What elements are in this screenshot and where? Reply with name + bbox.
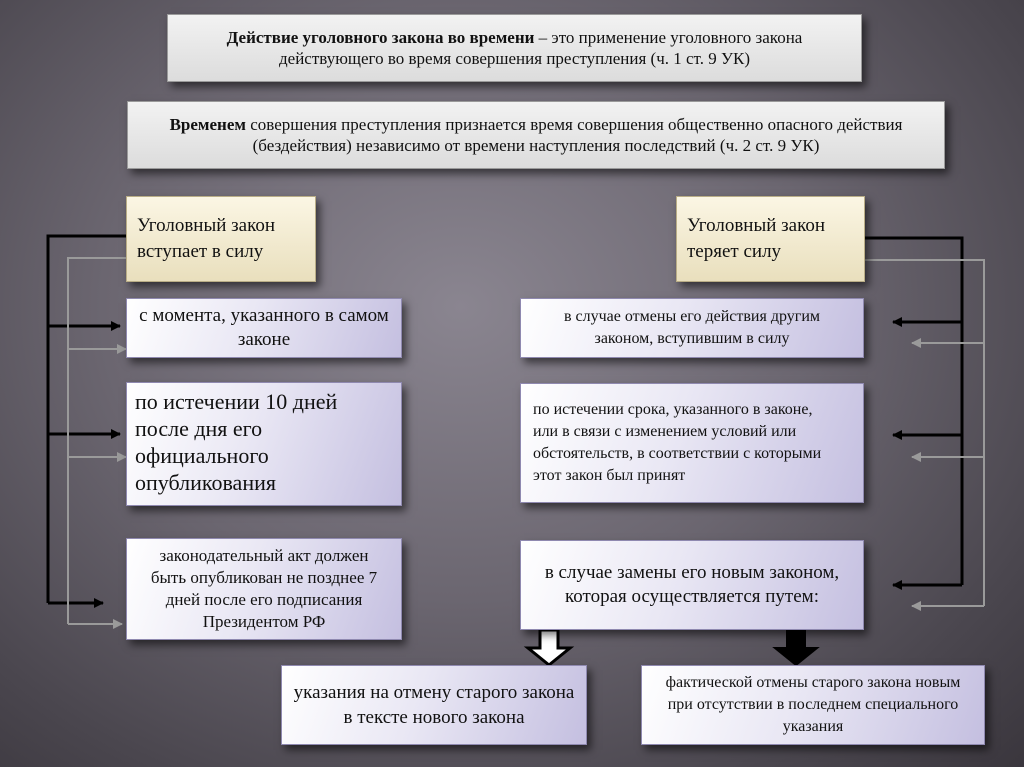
definition-1-term: Действие уголовного закона во времени	[226, 28, 535, 47]
left-item-2-text: по истечении 10 дней после дня его официального опубликования	[135, 389, 338, 495]
right-item-3	[520, 540, 864, 630]
right-item-2	[520, 383, 864, 503]
left-item-2	[126, 382, 402, 506]
definition-1-text: – это применение уголовного закона действующего во время совершения преступления (ч. 1 ст. 9 УК)	[279, 28, 803, 68]
left-header-text: Уголовный закон вступает в силу	[137, 215, 276, 262]
left-item-3-text: законодательный акт должен быть опубликован не позднее 7 дней после его подписания Президентом РФ	[150, 546, 378, 631]
left-connector-shadow	[68, 258, 126, 624]
left-item-1	[126, 298, 402, 358]
right-item-1-text: в случае отмены его действия другим законом, вступившим в силу	[563, 308, 821, 347]
right-header-text: Уголовный закон теряет силу	[687, 215, 826, 262]
right-connector-main	[865, 238, 962, 585]
definition-2-term: Временем	[169, 115, 246, 134]
bottom-item-left	[281, 665, 587, 745]
right-item-3-text: в случае замены его новым законом, которая осуществляется путем:	[544, 562, 840, 607]
bottom-item-right-text: фактической отмены старого закона новым при отсутствии в последнем специального указания	[665, 674, 961, 735]
right-item-2-text: по истечении срока, указанного в законе, или в связи с изменением условий или обстоятельств, в соответствии с которыми этот закон был принят	[533, 401, 822, 484]
right-header-box	[676, 196, 865, 282]
left-connector-main	[48, 236, 126, 603]
right-item-1	[520, 298, 864, 358]
bottom-item-right	[641, 665, 985, 745]
definition-2-text: совершения преступления признается время совершения общественно опасного действия (бездействия) независимо от времени наступления последствий (ч. 2 ст. 9 УК)	[245, 115, 903, 155]
definition-box-2	[127, 101, 945, 169]
left-item-3	[126, 538, 402, 640]
right-connector-shadow	[865, 260, 984, 606]
definition-box-1	[167, 14, 862, 82]
left-item-1-text: с момента, указанного в самом законе	[139, 305, 389, 350]
down-arrow-right-icon	[775, 630, 817, 665]
left-header-box	[126, 196, 316, 282]
bottom-item-left-text: указания на отмену старого закона в тексте нового закона	[293, 682, 575, 728]
down-arrow-left-icon	[528, 630, 570, 665]
